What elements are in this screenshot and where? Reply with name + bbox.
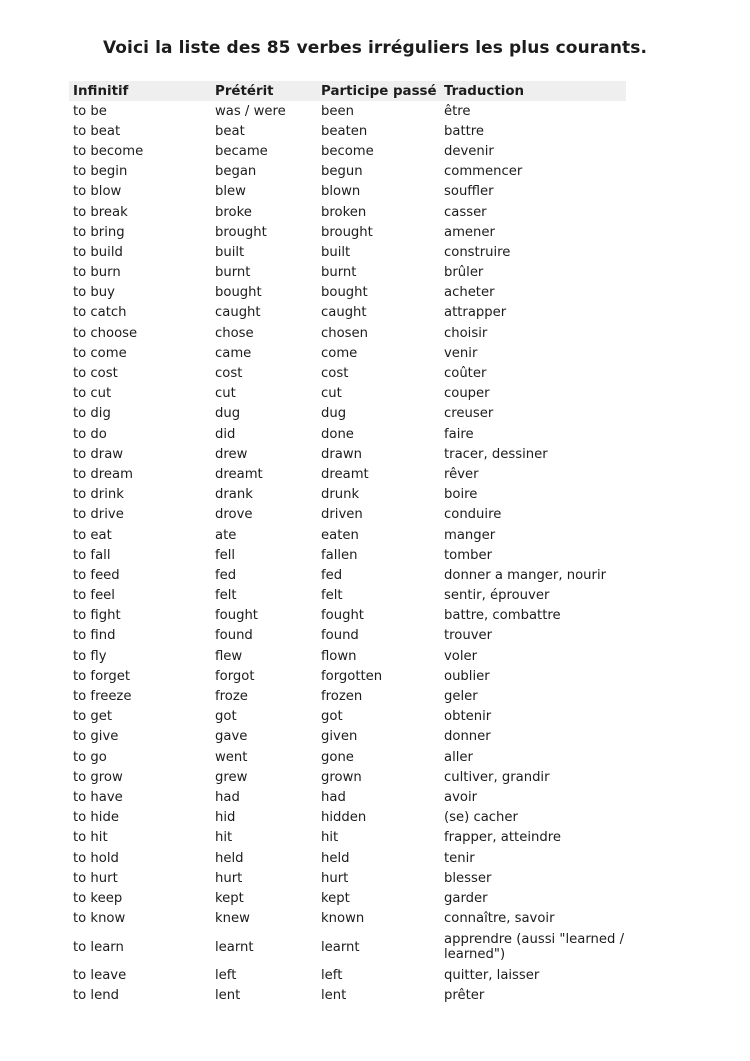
cell-preterit: fed — [215, 567, 237, 583]
cell-preterit: drew — [215, 446, 248, 462]
table-row — [69, 202, 626, 222]
table-row — [69, 727, 626, 747]
table-row — [69, 966, 626, 986]
cell-traduction: battre, combattre — [444, 608, 561, 624]
table-row — [69, 222, 626, 242]
cell-preterit: came — [215, 345, 252, 361]
cell-preterit: fought — [215, 608, 258, 624]
cell-infinitif: to dream — [73, 466, 133, 482]
cell-preterit: drank — [215, 487, 253, 503]
cell-infinitif: to find — [73, 628, 116, 644]
cell-preterit: flew — [215, 648, 243, 664]
cell-traduction: choisir — [444, 325, 488, 341]
table-row — [69, 424, 626, 444]
table-body — [69, 101, 626, 1006]
cell-infinitif: to drink — [73, 487, 124, 503]
cell-traduction: connaître, savoir — [444, 911, 555, 927]
table-row — [69, 323, 626, 343]
cell-preterit: went — [215, 749, 248, 765]
table-row — [69, 141, 626, 161]
cell-preterit: found — [215, 628, 253, 644]
cell-preterit: became — [215, 143, 268, 159]
cell-infinitif: to break — [73, 204, 128, 220]
cell-preterit: lent — [215, 988, 241, 1004]
cell-preterit: was / were — [215, 103, 286, 119]
verbs-table — [69, 81, 626, 1006]
cell-infinitif: to learn — [73, 939, 124, 955]
table-row — [69, 242, 626, 262]
cell-participe-passe: chosen — [321, 325, 369, 341]
cell-traduction: prêter — [444, 988, 485, 1004]
cell-traduction: donner — [444, 729, 491, 745]
cell-participe-passe: fought — [321, 608, 364, 624]
cell-traduction: tenir — [444, 850, 475, 866]
table-row — [69, 464, 626, 484]
cell-infinitif: to grow — [73, 769, 123, 785]
cell-participe-passe: burnt — [321, 265, 357, 281]
cell-preterit: grew — [215, 769, 248, 785]
cell-preterit: learnt — [215, 939, 254, 955]
cell-traduction: quitter, laisser — [444, 968, 540, 984]
cell-participe-passe: hit — [321, 830, 339, 846]
column-header-traduction: Traduction — [440, 81, 626, 101]
cell-participe-passe: found — [321, 628, 359, 644]
table-row — [69, 666, 626, 686]
cell-traduction: voler — [444, 648, 478, 664]
table-row — [69, 565, 626, 585]
table-row — [69, 343, 626, 363]
cell-participe-passe: driven — [321, 507, 363, 523]
table-row — [69, 986, 626, 1006]
cell-participe-passe: flown — [321, 648, 357, 664]
cell-participe-passe: known — [321, 911, 365, 927]
cell-preterit: cut — [215, 386, 236, 402]
table-row — [69, 101, 626, 121]
cell-participe-passe: hidden — [321, 810, 367, 826]
cell-preterit: left — [215, 968, 237, 984]
cell-infinitif: to leave — [73, 968, 127, 984]
cell-participe-passe: forgotten — [321, 668, 383, 684]
cell-infinitif: to lend — [73, 988, 119, 1004]
cell-participe-passe: begun — [321, 164, 363, 180]
cell-preterit: hurt — [215, 870, 243, 886]
cell-traduction: venir — [444, 345, 478, 361]
cell-participe-passe: eaten — [321, 527, 359, 543]
cell-preterit: hit — [215, 830, 233, 846]
table-row — [69, 888, 626, 908]
cell-infinitif: to know — [73, 911, 126, 927]
table-row — [69, 929, 626, 966]
cell-preterit: held — [215, 850, 244, 866]
cell-traduction: construire — [444, 244, 511, 260]
cell-traduction: obtenir — [444, 709, 492, 725]
table-row — [69, 121, 626, 141]
cell-infinitif: to give — [73, 729, 119, 745]
cell-participe-passe: frozen — [321, 689, 363, 705]
cell-traduction: cultiver, grandir — [444, 769, 550, 785]
cell-preterit: got — [215, 709, 237, 725]
cell-preterit: bought — [215, 285, 262, 301]
cell-participe-passe: done — [321, 426, 354, 442]
cell-participe-passe: dug — [321, 406, 347, 422]
table-row — [69, 182, 626, 202]
cell-preterit: drove — [215, 507, 253, 523]
table-row — [69, 444, 626, 464]
cell-preterit: beat — [215, 123, 245, 139]
table-row — [69, 545, 626, 565]
cell-participe-passe: drawn — [321, 446, 363, 462]
cell-traduction: commencer — [444, 164, 523, 180]
cell-traduction: tomber — [444, 547, 492, 563]
cell-traduction: garder — [444, 890, 488, 906]
cell-infinitif: to choose — [73, 325, 138, 341]
cell-preterit: dug — [215, 406, 241, 422]
cell-infinitif: to get — [73, 709, 113, 725]
cell-preterit: hid — [215, 810, 236, 826]
cell-preterit: had — [215, 789, 240, 805]
table-row — [69, 162, 626, 182]
cell-participe-passe: got — [321, 709, 343, 725]
table-row — [69, 525, 626, 545]
cell-preterit: cost — [215, 366, 243, 382]
cell-traduction: brûler — [444, 265, 484, 281]
cell-participe-passe: left — [321, 968, 343, 984]
cell-participe-passe: hurt — [321, 870, 349, 886]
column-header-preterit: Prétérit — [211, 81, 317, 101]
table-row — [69, 868, 626, 888]
table-row — [69, 363, 626, 383]
cell-traduction: attrapper — [444, 305, 507, 321]
cell-preterit: burnt — [215, 265, 251, 281]
cell-traduction: oublier — [444, 668, 490, 684]
table-row — [69, 626, 626, 646]
cell-traduction: avoir — [444, 789, 478, 805]
cell-traduction: souffler — [444, 184, 494, 200]
cell-infinitif: to eat — [73, 527, 112, 543]
cell-traduction: casser — [444, 204, 487, 220]
cell-traduction: être — [444, 103, 471, 119]
cell-participe-passe: come — [321, 345, 358, 361]
table-row — [69, 909, 626, 929]
cell-infinitif: to feel — [73, 588, 115, 604]
cell-preterit: ate — [215, 527, 237, 543]
cell-participe-passe: fed — [321, 567, 343, 583]
cell-participe-passe: caught — [321, 305, 367, 321]
cell-traduction: conduire — [444, 507, 502, 523]
table-row — [69, 808, 626, 828]
cell-traduction: geler — [444, 689, 478, 705]
cell-traduction: donner a manger, nourir — [444, 567, 607, 583]
cell-participe-passe: cost — [321, 366, 349, 382]
cell-infinitif: to go — [73, 749, 107, 765]
table-row — [69, 303, 626, 323]
cell-infinitif: to come — [73, 345, 127, 361]
cell-infinitif: to hold — [73, 850, 119, 866]
table-row — [69, 747, 626, 767]
cell-traduction: apprendre (aussi "learned / learned") — [444, 932, 625, 963]
table-row — [69, 828, 626, 848]
cell-traduction: trouver — [444, 628, 493, 644]
cell-infinitif: to cut — [73, 386, 112, 402]
cell-participe-passe: learnt — [321, 939, 360, 955]
cell-participe-passe: given — [321, 729, 358, 745]
cell-infinitif: to feed — [73, 567, 120, 583]
cell-traduction: (se) cacher — [444, 810, 518, 826]
cell-participe-passe: lent — [321, 988, 347, 1004]
cell-infinitif: to drive — [73, 507, 124, 523]
cell-traduction: couper — [444, 386, 490, 402]
cell-preterit: broke — [215, 204, 252, 220]
cell-infinitif: to fly — [73, 648, 107, 664]
cell-participe-passe: dreamt — [321, 466, 369, 482]
table-row — [69, 283, 626, 303]
cell-infinitif: to bring — [73, 224, 125, 240]
cell-participe-passe: bought — [321, 285, 368, 301]
cell-preterit: brought — [215, 224, 267, 240]
cell-preterit: fell — [215, 547, 236, 563]
cell-traduction: creuser — [444, 406, 494, 422]
table-row — [69, 606, 626, 626]
cell-participe-passe: blown — [321, 184, 361, 200]
cell-traduction: acheter — [444, 285, 495, 301]
cell-preterit: kept — [215, 890, 244, 906]
cell-traduction: amener — [444, 224, 495, 240]
cell-participe-passe: kept — [321, 890, 350, 906]
table-row — [69, 686, 626, 706]
cell-infinitif: to buy — [73, 285, 115, 301]
cell-participe-passe: built — [321, 244, 351, 260]
cell-participe-passe: fallen — [321, 547, 358, 563]
cell-infinitif: to freeze — [73, 689, 132, 705]
cell-infinitif: to blow — [73, 184, 122, 200]
cell-preterit: caught — [215, 305, 261, 321]
cell-infinitif: to become — [73, 143, 144, 159]
cell-participe-passe: held — [321, 850, 350, 866]
cell-traduction: devenir — [444, 143, 494, 159]
cell-infinitif: to hide — [73, 810, 119, 826]
cell-infinitif: to begin — [73, 164, 128, 180]
cell-preterit: dreamt — [215, 466, 263, 482]
cell-traduction: blesser — [444, 870, 492, 886]
cell-infinitif: to cost — [73, 366, 118, 382]
cell-traduction: coûter — [444, 366, 487, 382]
cell-participe-passe: cut — [321, 386, 342, 402]
cell-traduction: rêver — [444, 466, 479, 482]
table-row — [69, 767, 626, 787]
cell-infinitif: to hurt — [73, 870, 118, 886]
table-row — [69, 707, 626, 727]
cell-infinitif: to catch — [73, 305, 127, 321]
cell-infinitif: to beat — [73, 123, 121, 139]
cell-traduction: boire — [444, 487, 478, 503]
cell-participe-passe: grown — [321, 769, 362, 785]
cell-infinitif: to burn — [73, 265, 121, 281]
table-row — [69, 646, 626, 666]
table-row — [69, 485, 626, 505]
cell-participe-passe: gone — [321, 749, 354, 765]
cell-infinitif: to forget — [73, 668, 130, 684]
cell-participe-passe: felt — [321, 588, 343, 604]
cell-traduction: battre — [444, 123, 485, 139]
cell-infinitif: to fight — [73, 608, 121, 624]
cell-preterit: felt — [215, 588, 237, 604]
table-row — [69, 505, 626, 525]
cell-participe-passe: been — [321, 103, 354, 119]
cell-traduction: aller — [444, 749, 473, 765]
cell-infinitif: to have — [73, 789, 123, 805]
table-row — [69, 384, 626, 404]
cell-infinitif: to build — [73, 244, 123, 260]
cell-preterit: forgot — [215, 668, 255, 684]
cell-preterit: did — [215, 426, 236, 442]
cell-preterit: built — [215, 244, 245, 260]
cell-traduction: frapper, atteindre — [444, 830, 561, 846]
table-row — [69, 404, 626, 424]
table-header-row — [69, 81, 626, 101]
column-header-participe-passe: Participe passé — [317, 81, 440, 101]
cell-traduction: faire — [444, 426, 474, 442]
cell-preterit: began — [215, 164, 257, 180]
cell-infinitif: to draw — [73, 446, 124, 462]
page-title: Voici la liste des 85 verbes irréguliers les plus courants. — [102, 38, 648, 58]
table-row — [69, 586, 626, 606]
cell-participe-passe: drunk — [321, 487, 360, 503]
cell-participe-passe: had — [321, 789, 346, 805]
cell-infinitif: to keep — [73, 890, 123, 906]
cell-preterit: chose — [215, 325, 254, 341]
cell-traduction: sentir, éprouver — [444, 588, 550, 604]
cell-participe-passe: brought — [321, 224, 373, 240]
table-row — [69, 263, 626, 283]
cell-participe-passe: beaten — [321, 123, 368, 139]
cell-participe-passe: become — [321, 143, 374, 159]
cell-preterit: froze — [215, 689, 248, 705]
table-row — [69, 787, 626, 807]
table-row — [69, 848, 626, 868]
cell-infinitif: to dig — [73, 406, 111, 422]
cell-infinitif: to be — [73, 103, 107, 119]
cell-traduction: manger — [444, 527, 496, 543]
cell-traduction: tracer, dessiner — [444, 446, 548, 462]
cell-participe-passe: broken — [321, 204, 367, 220]
cell-preterit: blew — [215, 184, 246, 200]
cell-infinitif: to fall — [73, 547, 111, 563]
cell-preterit: gave — [215, 729, 248, 745]
cell-preterit: knew — [215, 911, 250, 927]
cell-infinitif: to hit — [73, 830, 108, 846]
cell-infinitif: to do — [73, 426, 107, 442]
column-header-infinitif: Infinitif — [69, 81, 211, 101]
